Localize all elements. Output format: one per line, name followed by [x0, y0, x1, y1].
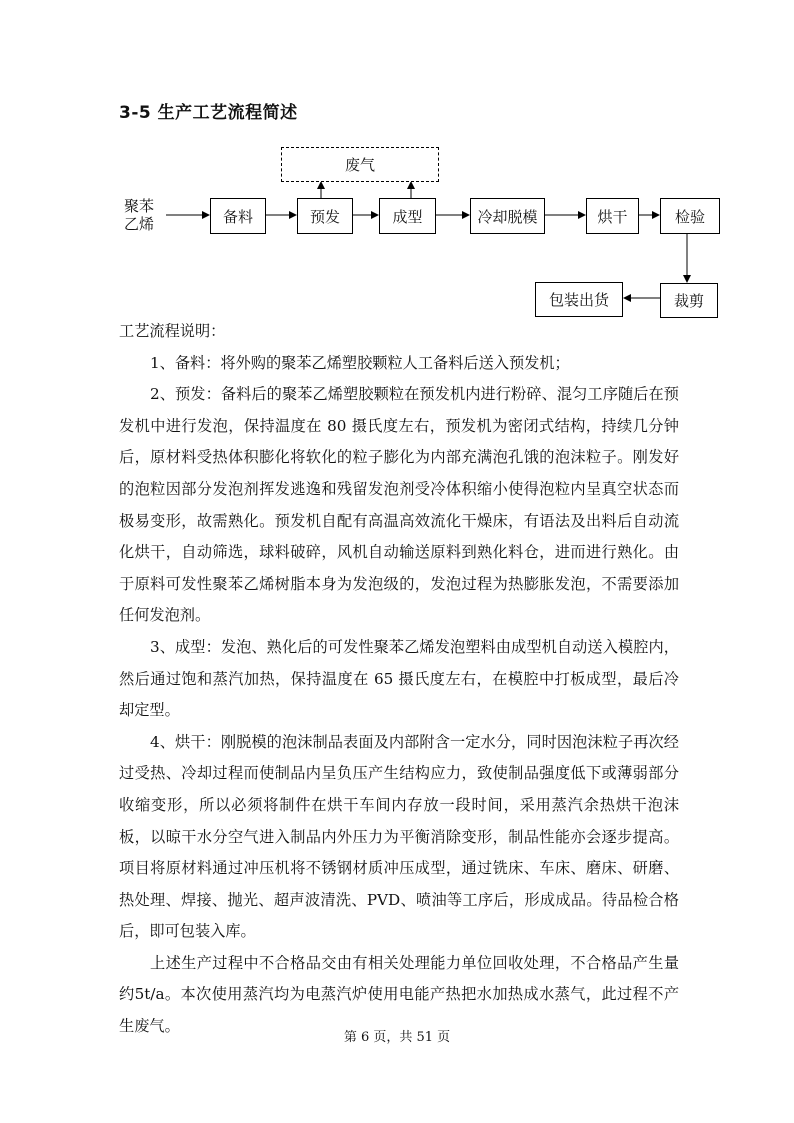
paragraph-drying: 4、烘干：刚脱模的泡沫制品表面及内部附含一定水分，同时因泡沫粒子再次经过受热、冷却过程而使制品内呈负压产生结构应力，致使制品强度低下或薄弱部分收缩变形，所以必须将制件在烘干车间内存放一段时间，采用蒸汽余热烘干泡沫板，以晾干水分空气进入制品内外压力为平衡消除变形，制品性能亦会逐步提高。项目将原材料通过冲压机将不锈钢材质冲压成型，通过铣床、车床、磨床、研磨、热处理、焊接、抛光、超声波清洗、PVD、喷油等工序后，形成成品。待品检合格后，即可包装入库。 — [119, 732, 679, 941]
step-cooling-label: 冷却脱模 — [477, 207, 538, 226]
source-line-2: 乙烯 — [123, 215, 154, 233]
exhaust-box — [281, 147, 439, 182]
step-drying-box — [586, 198, 639, 234]
step-cut-box — [660, 283, 718, 318]
step-prep-box — [210, 198, 266, 234]
process-description — [119, 316, 679, 1043]
source-material-label — [121, 197, 157, 233]
paragraph-molding: 3、成型：发泡、熟化后的可发性聚苯乙烯发泡塑料由成型机自动送入模腔内，然后通过饱和蒸汽加热，保持温度在 65 摄氏度左右，在模腔中打板成型，最后冷却定型。 — [119, 637, 679, 720]
description-heading: 工艺流程说明： — [119, 322, 226, 340]
process-flow-diagram — [0, 0, 794, 330]
step-cooling-box — [470, 198, 545, 234]
step-inspect-box — [660, 198, 720, 234]
section-title: 3-5 生产工艺流程简述 — [119, 103, 298, 123]
page-footer: 第 6 页，共 51 页 — [343, 1030, 451, 1045]
paragraph-prep: 1、备料：将外购的聚苯乙烯塑胶颗粒人工备料后送入预发机； — [150, 353, 570, 372]
source-line-1: 聚苯 — [123, 197, 154, 215]
step-cut-label: 裁剪 — [673, 292, 704, 310]
step-molding-box — [379, 198, 436, 234]
exhaust-label: 废气 — [344, 156, 375, 174]
paragraph-summary: 上述生产过程中不合格品交由有相关处理能力单位回收处理，不合格品产生量约5t/a。本次使用蒸汽均为电蒸汽炉使用电能产热把水加热成水蒸气，此过程不产生废气。 — [119, 953, 679, 1036]
step-prefoam-label: 预发 — [309, 207, 340, 226]
step-inspect-label: 检验 — [674, 207, 705, 226]
step-molding-label: 成型 — [392, 207, 423, 226]
step-prefoam-box — [297, 198, 353, 234]
step-prep-label: 备料 — [222, 207, 253, 226]
step-drying-label: 烘干 — [597, 207, 628, 226]
paragraph-prefoam: 2、预发：备料后的聚苯乙烯塑胶颗粒在预发机内进行粉碎、混匀工序随后在预发机中进行发泡，保持温度在 80 摄氏度左右，预发机为密闭式结构，持续几分钟后，原材料受热体积膨化将软化的粒子膨化为内部充满泡孔饿的泡沫粒子。刚发好的泡粒因部分发泡剂挥发逃逸和残留发泡剂受冷体积缩小使得泡粒内呈真空状态而极易变形，故需熟化。预发机自配有高温高效流化干燥床，有语法及出料后自动流化烘干，自动筛选，球料破碎，风机自动输送原料到熟化料仓，进而进行熟化。由于原料可发性聚苯乙烯树脂本身为发泡级的，发泡过程为热膨胀发泡，不需要添加任何发泡剂。 — [119, 385, 679, 625]
step-pack-label: 包装出货 — [548, 291, 609, 309]
step-pack-box — [535, 282, 623, 317]
